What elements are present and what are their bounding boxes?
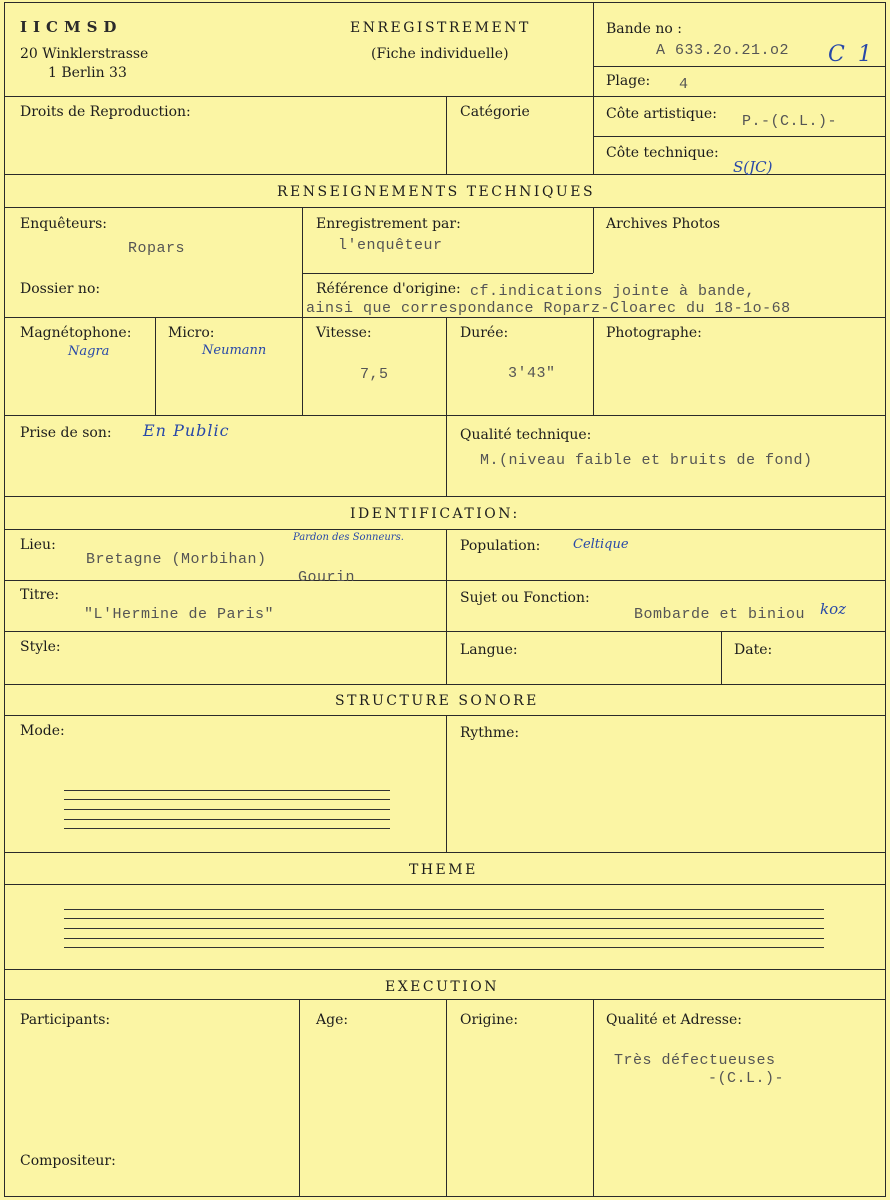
rule bbox=[4, 96, 885, 97]
rule bbox=[4, 684, 885, 685]
titre-label: Titre: bbox=[20, 587, 60, 603]
address-line1: 20 Winklerstrasse bbox=[20, 46, 149, 62]
reference-value1: cf.indications jointe à bande, bbox=[470, 283, 756, 300]
dossier-label: Dossier no: bbox=[20, 281, 101, 297]
rule bbox=[446, 715, 447, 852]
plage-label: Plage: bbox=[606, 73, 651, 89]
rule bbox=[593, 136, 885, 137]
section-technical: RENSEIGNEMENTS TECHNIQUES bbox=[277, 184, 596, 200]
bande-handwritten: C 1 bbox=[828, 42, 875, 67]
rule bbox=[721, 631, 722, 684]
staff-line bbox=[64, 809, 390, 810]
langue-label: Langue: bbox=[460, 642, 518, 658]
card-subtitle: (Fiche individuelle) bbox=[371, 46, 509, 62]
prise-de-son-handwritten: En Public bbox=[143, 421, 230, 440]
staff-line bbox=[64, 828, 390, 829]
border-right bbox=[885, 2, 886, 1196]
staff-line bbox=[64, 947, 824, 948]
rule bbox=[446, 529, 447, 684]
enqueteurs-label: Enquêteurs: bbox=[20, 216, 108, 232]
categorie-label: Catégorie bbox=[460, 104, 530, 120]
rule bbox=[4, 529, 885, 530]
qualite-technique-label: Qualité technique: bbox=[460, 427, 592, 443]
population-handwritten: Celtique bbox=[573, 537, 629, 552]
style-label: Style: bbox=[20, 639, 61, 655]
rule bbox=[593, 2, 594, 174]
rule bbox=[302, 207, 303, 415]
rule bbox=[299, 999, 300, 1196]
address-line2: 1 Berlin 33 bbox=[48, 65, 127, 81]
section-theme: THEME bbox=[409, 862, 478, 878]
magnetophone-handwritten: Nagra bbox=[68, 344, 110, 359]
duree-label: Durée: bbox=[460, 325, 509, 341]
micro-label: Micro: bbox=[168, 325, 215, 341]
reference-value2: ainsi que correspondance Roparz-Cloarec du 18-1o-68 bbox=[306, 300, 791, 317]
staff-line bbox=[64, 819, 390, 820]
staff-line bbox=[64, 918, 824, 919]
rule bbox=[4, 631, 885, 632]
bande-value: A 633.2o.21.o2 bbox=[656, 42, 790, 59]
reference-label: Référence d'origine: bbox=[316, 281, 461, 297]
staff-line bbox=[64, 790, 390, 791]
institution-logo: IICMSD bbox=[20, 18, 123, 36]
cote-artistique-label: Côte artistique: bbox=[606, 106, 717, 122]
participants-label: Participants: bbox=[20, 1012, 111, 1028]
qualite-adresse-value1: Très défectueuses bbox=[614, 1052, 776, 1069]
cote-technique-label: Côte technique: bbox=[606, 145, 719, 161]
rule bbox=[446, 96, 447, 174]
rule bbox=[446, 415, 447, 496]
rule bbox=[4, 415, 885, 416]
rule bbox=[593, 999, 594, 1196]
prise-de-son-label: Prise de son: bbox=[20, 425, 112, 441]
compositeur-label: Compositeur: bbox=[20, 1153, 116, 1169]
rule bbox=[4, 580, 885, 581]
origine-label: Origine: bbox=[460, 1012, 519, 1028]
rule bbox=[4, 969, 885, 970]
plage-value: 4 bbox=[679, 76, 689, 93]
duree-value: 3'43" bbox=[508, 365, 556, 382]
vitesse-label: Vitesse: bbox=[316, 325, 372, 341]
card-title: ENREGISTREMENT bbox=[350, 20, 531, 36]
lieu-handwritten: Pardon des Sonneurs. bbox=[293, 532, 404, 543]
staff-line bbox=[64, 909, 824, 910]
enregistrement-value: l'enquêteur bbox=[338, 237, 443, 254]
magnetophone-label: Magnétophone: bbox=[20, 325, 132, 341]
cote-artistique-value: P.-(C.L.)- bbox=[742, 113, 838, 130]
rule bbox=[593, 207, 594, 273]
staff-line bbox=[64, 799, 390, 800]
rule bbox=[4, 317, 885, 318]
rule bbox=[4, 715, 885, 716]
archives-photos-label: Archives Photos bbox=[606, 216, 721, 232]
border-left bbox=[4, 2, 5, 1196]
bande-label: Bande no : bbox=[606, 21, 682, 37]
sujet-label: Sujet ou Fonction: bbox=[460, 590, 590, 606]
titre-value: "L'Hermine de Paris" bbox=[84, 606, 275, 623]
cote-technique-handwritten: S(JC) bbox=[733, 158, 773, 176]
section-structure: STRUCTURE SONORE bbox=[335, 693, 539, 709]
qualite-adresse-value2: -(C.L.)- bbox=[708, 1070, 785, 1087]
enregistrement-label: Enregistrement par: bbox=[316, 216, 461, 232]
section-identification: IDENTIFICATION: bbox=[350, 506, 520, 522]
rule bbox=[4, 207, 885, 208]
rule bbox=[4, 496, 885, 497]
staff-line bbox=[64, 928, 824, 929]
rule bbox=[446, 317, 447, 415]
rule bbox=[593, 317, 594, 415]
photographe-label: Photographe: bbox=[606, 325, 702, 341]
lieu-value: Bretagne (Morbihan) bbox=[86, 551, 267, 568]
droits-label: Droits de Reproduction: bbox=[20, 104, 191, 120]
vitesse-value: 7,5 bbox=[360, 366, 389, 383]
qualite-technique-value: M.(niveau faible et bruits de fond) bbox=[480, 452, 813, 469]
population-label: Population: bbox=[460, 538, 541, 554]
border-bottom bbox=[4, 1196, 886, 1197]
rythme-label: Rythme: bbox=[460, 725, 520, 741]
staff-line bbox=[64, 938, 824, 939]
qualite-adresse-label: Qualité et Adresse: bbox=[606, 1012, 742, 1028]
lieu-value2: Gourin bbox=[298, 569, 356, 586]
rule bbox=[302, 273, 593, 274]
rule bbox=[4, 852, 885, 853]
border-top bbox=[4, 2, 886, 3]
micro-handwritten: Neumann bbox=[202, 343, 267, 358]
sujet-value: Bombarde et biniou bbox=[634, 606, 806, 623]
rule bbox=[4, 999, 885, 1000]
mode-label: Mode: bbox=[20, 723, 65, 739]
rule bbox=[446, 999, 447, 1196]
enqueteurs-value: Ropars bbox=[128, 240, 186, 257]
lieu-label: Lieu: bbox=[20, 537, 56, 553]
sujet-handwritten: koz bbox=[820, 600, 847, 618]
age-label: Age: bbox=[316, 1012, 349, 1028]
section-execution: EXECUTION bbox=[385, 979, 500, 995]
rule bbox=[155, 317, 156, 415]
date-label: Date: bbox=[734, 642, 773, 658]
rule bbox=[4, 884, 885, 885]
